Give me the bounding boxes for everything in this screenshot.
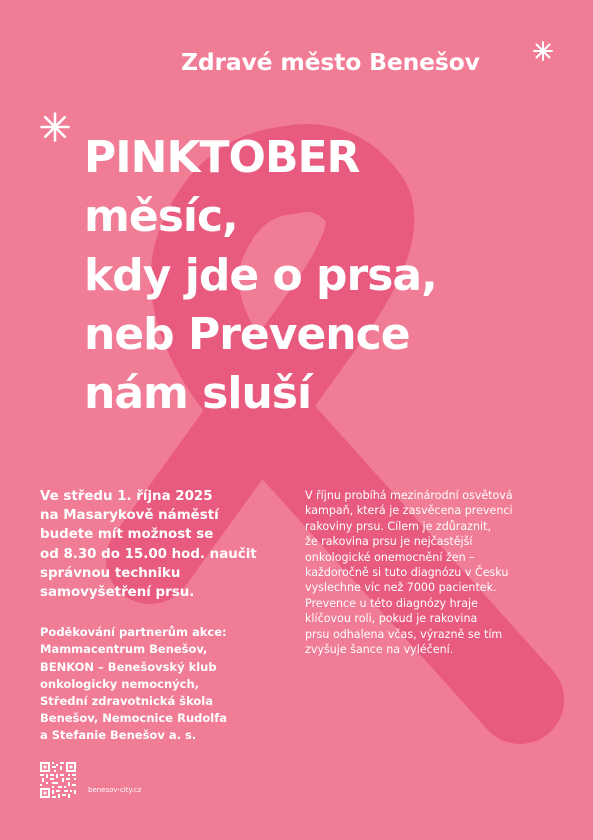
thanks-line: onkologicky nemocných, bbox=[40, 676, 200, 691]
thanks-line: Poděkování partnerům akce: bbox=[40, 625, 227, 640]
headline bbox=[84, 128, 437, 423]
description-line: Prevence u této diagnózy hraje bbox=[305, 596, 478, 610]
thanks-line: a Stefanie Benešov a. s. bbox=[40, 728, 197, 743]
thanks-line: Benešov, Nemocnice Rudolfa bbox=[40, 711, 227, 726]
headline-line: neb Prevence bbox=[84, 309, 410, 360]
lead-line: Ve středu 1. října 2025 bbox=[40, 489, 213, 504]
description-line: V říjnu probíhá mezinárodní osvětová bbox=[305, 489, 513, 502]
qr-code-icon[interactable] bbox=[40, 762, 76, 798]
partners-thanks bbox=[40, 624, 290, 744]
headline-line: PINKTOBER bbox=[84, 132, 360, 183]
description-paragraph bbox=[305, 488, 575, 657]
campaign-description bbox=[305, 488, 575, 657]
event-lead bbox=[40, 487, 290, 602]
description-line: onkologické onemocnění žen – bbox=[305, 550, 475, 564]
lead-line: samovyšetření prsu. bbox=[40, 585, 195, 601]
event-info bbox=[40, 487, 290, 745]
lead-line: od 8.30 do 15.00 hod. naučit bbox=[40, 546, 257, 562]
description-line: klíčovou roli, pokud je rakovina bbox=[305, 612, 478, 626]
sparkle-icon bbox=[533, 41, 553, 61]
headline-line: nám sluší bbox=[84, 368, 312, 419]
description-line: vyslechne víc než 7000 pacientek. bbox=[305, 581, 497, 595]
description-line: že rakovina prsu je nejčastější bbox=[305, 535, 473, 549]
headline-line: měsíc, bbox=[84, 191, 238, 242]
lead-line: budete mít možnost se bbox=[40, 527, 214, 543]
description-line: každoročně si tuto diagnózu v Česku bbox=[305, 566, 509, 580]
description-line: rakoviny prsu. Cílem je zdůraznit, bbox=[305, 519, 491, 533]
lead-line: na Masarykově náměstí bbox=[40, 508, 219, 524]
headline-line: kdy jde o prsa, bbox=[84, 250, 437, 301]
thanks-line: BENKON – Benešovský klub bbox=[40, 659, 217, 674]
description-line: prsu odhalena včas, výrazně se tím bbox=[305, 627, 503, 641]
description-line: kampaň, která je zasvěcena prevenci bbox=[305, 504, 513, 518]
description-line: zvyšuje šance na vyléčení. bbox=[305, 643, 454, 657]
thanks-line: Mammacentrum Benešov, bbox=[40, 642, 208, 657]
sparkle-icon bbox=[40, 112, 70, 142]
website-link[interactable]: benesov-city.cz bbox=[88, 786, 142, 794]
thanks-line: Střední zdravotnická škola bbox=[40, 694, 214, 709]
brand-title: Zdravé město Benešov bbox=[181, 48, 480, 76]
lead-line: správnou techniku bbox=[40, 565, 181, 581]
